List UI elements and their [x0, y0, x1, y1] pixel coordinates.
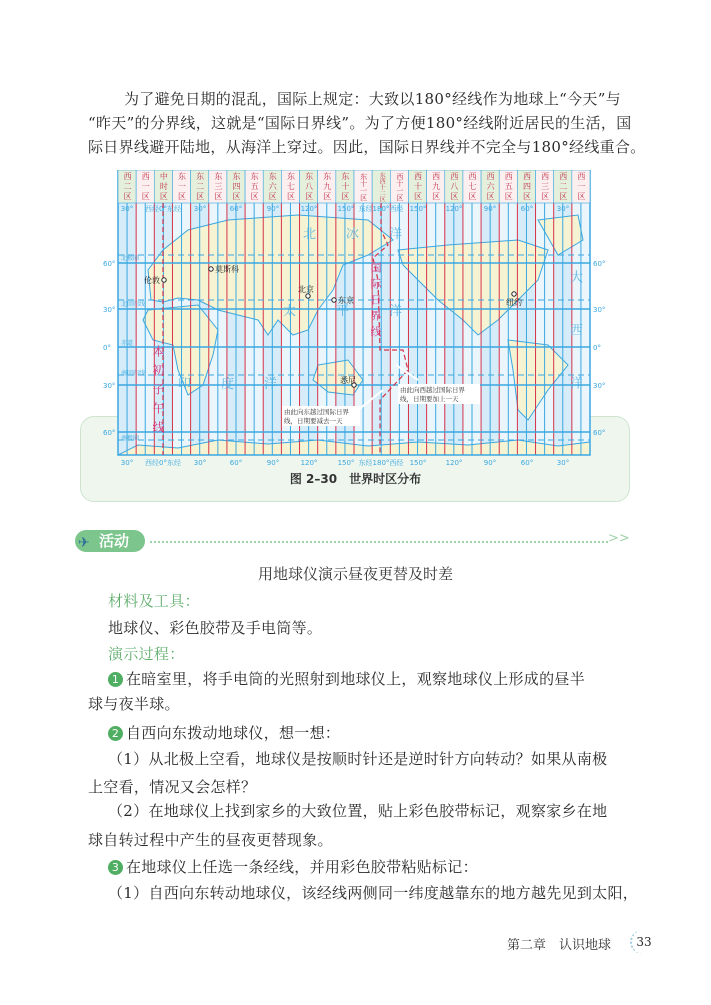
svg-text:由此向西越过国际日界线，日期要加上一天: 由此向西越过国际日界线，日期要加上一天	[400, 386, 465, 403]
zone-label: 西八区	[449, 171, 459, 202]
lat-label-right: 0°	[593, 344, 601, 352]
lon-label-bottom: 120°	[445, 459, 463, 467]
zone-cell	[172, 170, 190, 203]
lon-label-top: 150°	[409, 205, 427, 213]
zone-label: 西二区	[558, 171, 568, 202]
lon-label-bottom: 30°	[120, 459, 134, 467]
activity-badge	[75, 530, 145, 552]
zone-label: 西二区	[123, 171, 133, 202]
lon-label-bottom: 30°	[556, 459, 570, 467]
zone-cell	[136, 170, 154, 203]
prime-meridian-label: 本初子午线	[151, 345, 165, 440]
step-text: 上空看，情况又会怎样？	[88, 778, 257, 796]
zone-label: 东六区	[268, 171, 278, 202]
lon-label-top: 60°	[229, 205, 243, 213]
lon-label-bottom: 150°	[409, 459, 427, 467]
activity-badge-label: 活动	[99, 532, 130, 550]
zone-cell	[517, 170, 535, 203]
idl-label: 国际日界线	[369, 262, 382, 342]
lon-label-top: 30°	[556, 205, 570, 213]
process-heading: 演示过程：	[108, 645, 185, 663]
pacific-ocean-label: 太平洋	[283, 304, 443, 319]
zone-label: 西五区	[504, 171, 514, 202]
lon-label-top: 30°	[120, 205, 134, 213]
zone-label: 西十一区	[395, 172, 404, 201]
lon-label-bottom: 东经180°西经	[358, 459, 404, 467]
lon-label-top: 120°	[300, 205, 318, 213]
zone-cell	[463, 170, 481, 203]
zone-cell	[408, 170, 426, 203]
step-text: 自西向东拨动地球仪，想一想：	[126, 724, 341, 742]
zone-label: 西七区	[467, 171, 477, 202]
step-line	[88, 829, 333, 850]
step-text: （2）在地球仪上找到家乡的大致位置，贴上彩色胶带标记，观察家乡在地	[108, 802, 608, 820]
zone-label: 西一区	[576, 171, 586, 202]
zone-label: 东七区	[286, 171, 296, 202]
tropic-cancer-label: 北回归线	[121, 301, 146, 308]
city-new-york: 纽约	[506, 298, 522, 307]
zone-cell	[427, 170, 445, 203]
zone-label: 西六区	[486, 171, 496, 202]
intro-line: 为了避免日期的混乱，国际上规定：大致以180°经线作为地球上“今天”与	[124, 90, 621, 108]
materials-text: 地球仪、彩色胶带及手电筒等。	[108, 619, 323, 637]
activity-divider	[150, 541, 608, 543]
step-number-badge: 2	[108, 726, 123, 741]
lon-label-bottom: 150°	[337, 459, 355, 467]
lon-label-bottom: 120°	[300, 459, 318, 467]
lon-label-top: 150°	[337, 205, 355, 213]
zone-label: 西四区	[522, 171, 532, 202]
zone-label: 东十区	[340, 171, 350, 202]
lat-label-right: 30°	[593, 306, 606, 314]
lat-label-left: 30°	[103, 306, 116, 314]
step-number-badge: 1	[108, 672, 123, 687]
zone-label: 东一区	[177, 171, 187, 202]
lon-label-bottom: 30°	[193, 459, 207, 467]
intro-line: “昨天”的分界线，这就是“国际日界线”。为了方便180°经线附近居民的生活，国	[88, 114, 632, 132]
step-line	[88, 693, 180, 714]
lon-label-top: 90°	[483, 205, 497, 213]
figure-caption: 图 2–30 世界时区分布	[289, 472, 422, 486]
svg-text:由此向东越过国际日界线，日期要减去一天: 由此向东越过国际日界线，日期要减去一天	[284, 408, 349, 425]
zone-label: 西一区	[141, 171, 151, 202]
zone-cell	[554, 170, 572, 203]
zone-cell	[209, 170, 227, 203]
lon-label-top: 东经180°西经	[358, 205, 404, 213]
step-line	[108, 800, 607, 821]
indian-ocean-label: 印度洋	[178, 377, 308, 392]
city-london: 伦敦	[144, 276, 160, 285]
lon-label-bottom: 西经0°东经	[145, 459, 181, 467]
lon-label-top: 60°	[520, 205, 534, 213]
zone-cell	[536, 170, 554, 203]
lat-label-left: 60°	[103, 260, 116, 268]
double-chevron-icon: >>	[608, 531, 630, 546]
equator-label: 赤道	[121, 340, 134, 347]
zone-cell	[118, 170, 136, 203]
zone-cell	[481, 170, 499, 203]
zone-cell	[572, 170, 590, 203]
page-number: 33	[630, 930, 656, 954]
city-sydney: 悉尼	[340, 376, 356, 385]
lat-label-right: 60°	[593, 260, 606, 268]
zone-cell	[300, 170, 318, 203]
lon-label-bottom: 90°	[266, 459, 280, 467]
zone-label: 中时区	[159, 171, 169, 202]
zone-cell	[263, 170, 281, 203]
arctic-circle-label: 北极圈	[121, 255, 140, 262]
step-line	[108, 882, 638, 903]
zone-cell	[372, 170, 390, 203]
city-beijing: 北京	[298, 285, 314, 294]
atlantic-ocean-label: 大西洋	[567, 270, 582, 429]
zone-label: 西九区	[431, 171, 441, 202]
zone-label: 东四区	[231, 171, 241, 202]
step-text: 在暗室里，将手电筒的光照射到地球仪上，观察地球仪上形成的昼半	[126, 670, 586, 688]
zone-cell	[281, 170, 299, 203]
zone-cell	[191, 170, 209, 203]
lon-label-bottom: 90°	[483, 459, 497, 467]
zone-cell	[245, 170, 263, 203]
zone-cell	[227, 170, 245, 203]
zone-label: 西十区	[413, 171, 423, 202]
lat-label-left: 0°	[103, 344, 111, 352]
intro-line: 际日界线避开陆地，从海洋上穿过。因此，国际日界线并不完全与180°经线重合。	[88, 138, 646, 156]
lat-label-right: 60°	[593, 429, 606, 437]
lon-label-bottom: 60°	[229, 459, 243, 467]
lon-label-top: 30°	[193, 205, 207, 213]
step-line	[108, 668, 585, 689]
antarctic-circle-label: 南极圈	[121, 435, 140, 442]
step-text: 在地球仪上任选一条经线，并用彩色胶带粘贴标记：	[126, 858, 478, 876]
zone-cell	[336, 170, 354, 203]
city-tokyo: 东京	[338, 296, 354, 305]
activity-title: 用地球仪演示昼夜更替及时差	[257, 565, 453, 583]
lon-label-bottom: 60°	[520, 459, 534, 467]
zone-cell	[390, 170, 408, 203]
step-text: （1）从北极上空看，地球仪是按顺时针还是逆时针方向转动？如果从南极	[108, 750, 608, 768]
lon-label-top: 西经0°东经	[145, 205, 181, 213]
tropic-capricorn-label: 南回归线	[121, 370, 146, 377]
step-line	[88, 776, 256, 797]
zone-cell	[499, 170, 517, 203]
step-line	[108, 722, 340, 743]
zone-label: 东三区	[213, 171, 223, 202]
step-text: 球自转过程中产生的昼夜更替现象。	[88, 831, 333, 849]
lat-label-right: 30°	[593, 382, 606, 390]
satellite-icon: ✈	[78, 535, 90, 551]
step-line	[108, 748, 607, 769]
world-time-zone-map	[100, 170, 610, 470]
zone-label: 东西十二区	[378, 171, 386, 202]
zone-cell	[318, 170, 336, 203]
arctic-ocean-label: 北冰洋	[303, 227, 433, 242]
step-line	[108, 856, 478, 877]
zone-cell	[445, 170, 463, 203]
lat-label-left: 60°	[103, 429, 116, 437]
step-text: 球与夜半球。	[88, 695, 180, 713]
lon-label-top: 90°	[266, 205, 280, 213]
zone-label: 西三区	[540, 171, 550, 202]
zone-cell	[354, 170, 372, 203]
zone-label: 东十一区	[359, 172, 368, 201]
zone-cell	[154, 170, 172, 203]
city-moscow: 莫斯科	[215, 265, 239, 274]
step-number-badge: 3	[108, 860, 123, 875]
lon-label-top: 120°	[445, 205, 463, 213]
materials-heading: 材料及工具：	[108, 592, 200, 610]
step-text: （1）自西向东转动地球仪，该经线两侧同一纬度越靠东的地方越先见到太阳，	[108, 884, 639, 902]
zone-label: 东八区	[304, 171, 314, 202]
zone-label: 东五区	[250, 171, 260, 202]
chapter-footer: 第二章 认识地球	[507, 938, 612, 953]
zone-label: 东二区	[195, 171, 205, 202]
lat-label-left: 30°	[103, 382, 116, 390]
zone-label: 东九区	[322, 171, 332, 202]
